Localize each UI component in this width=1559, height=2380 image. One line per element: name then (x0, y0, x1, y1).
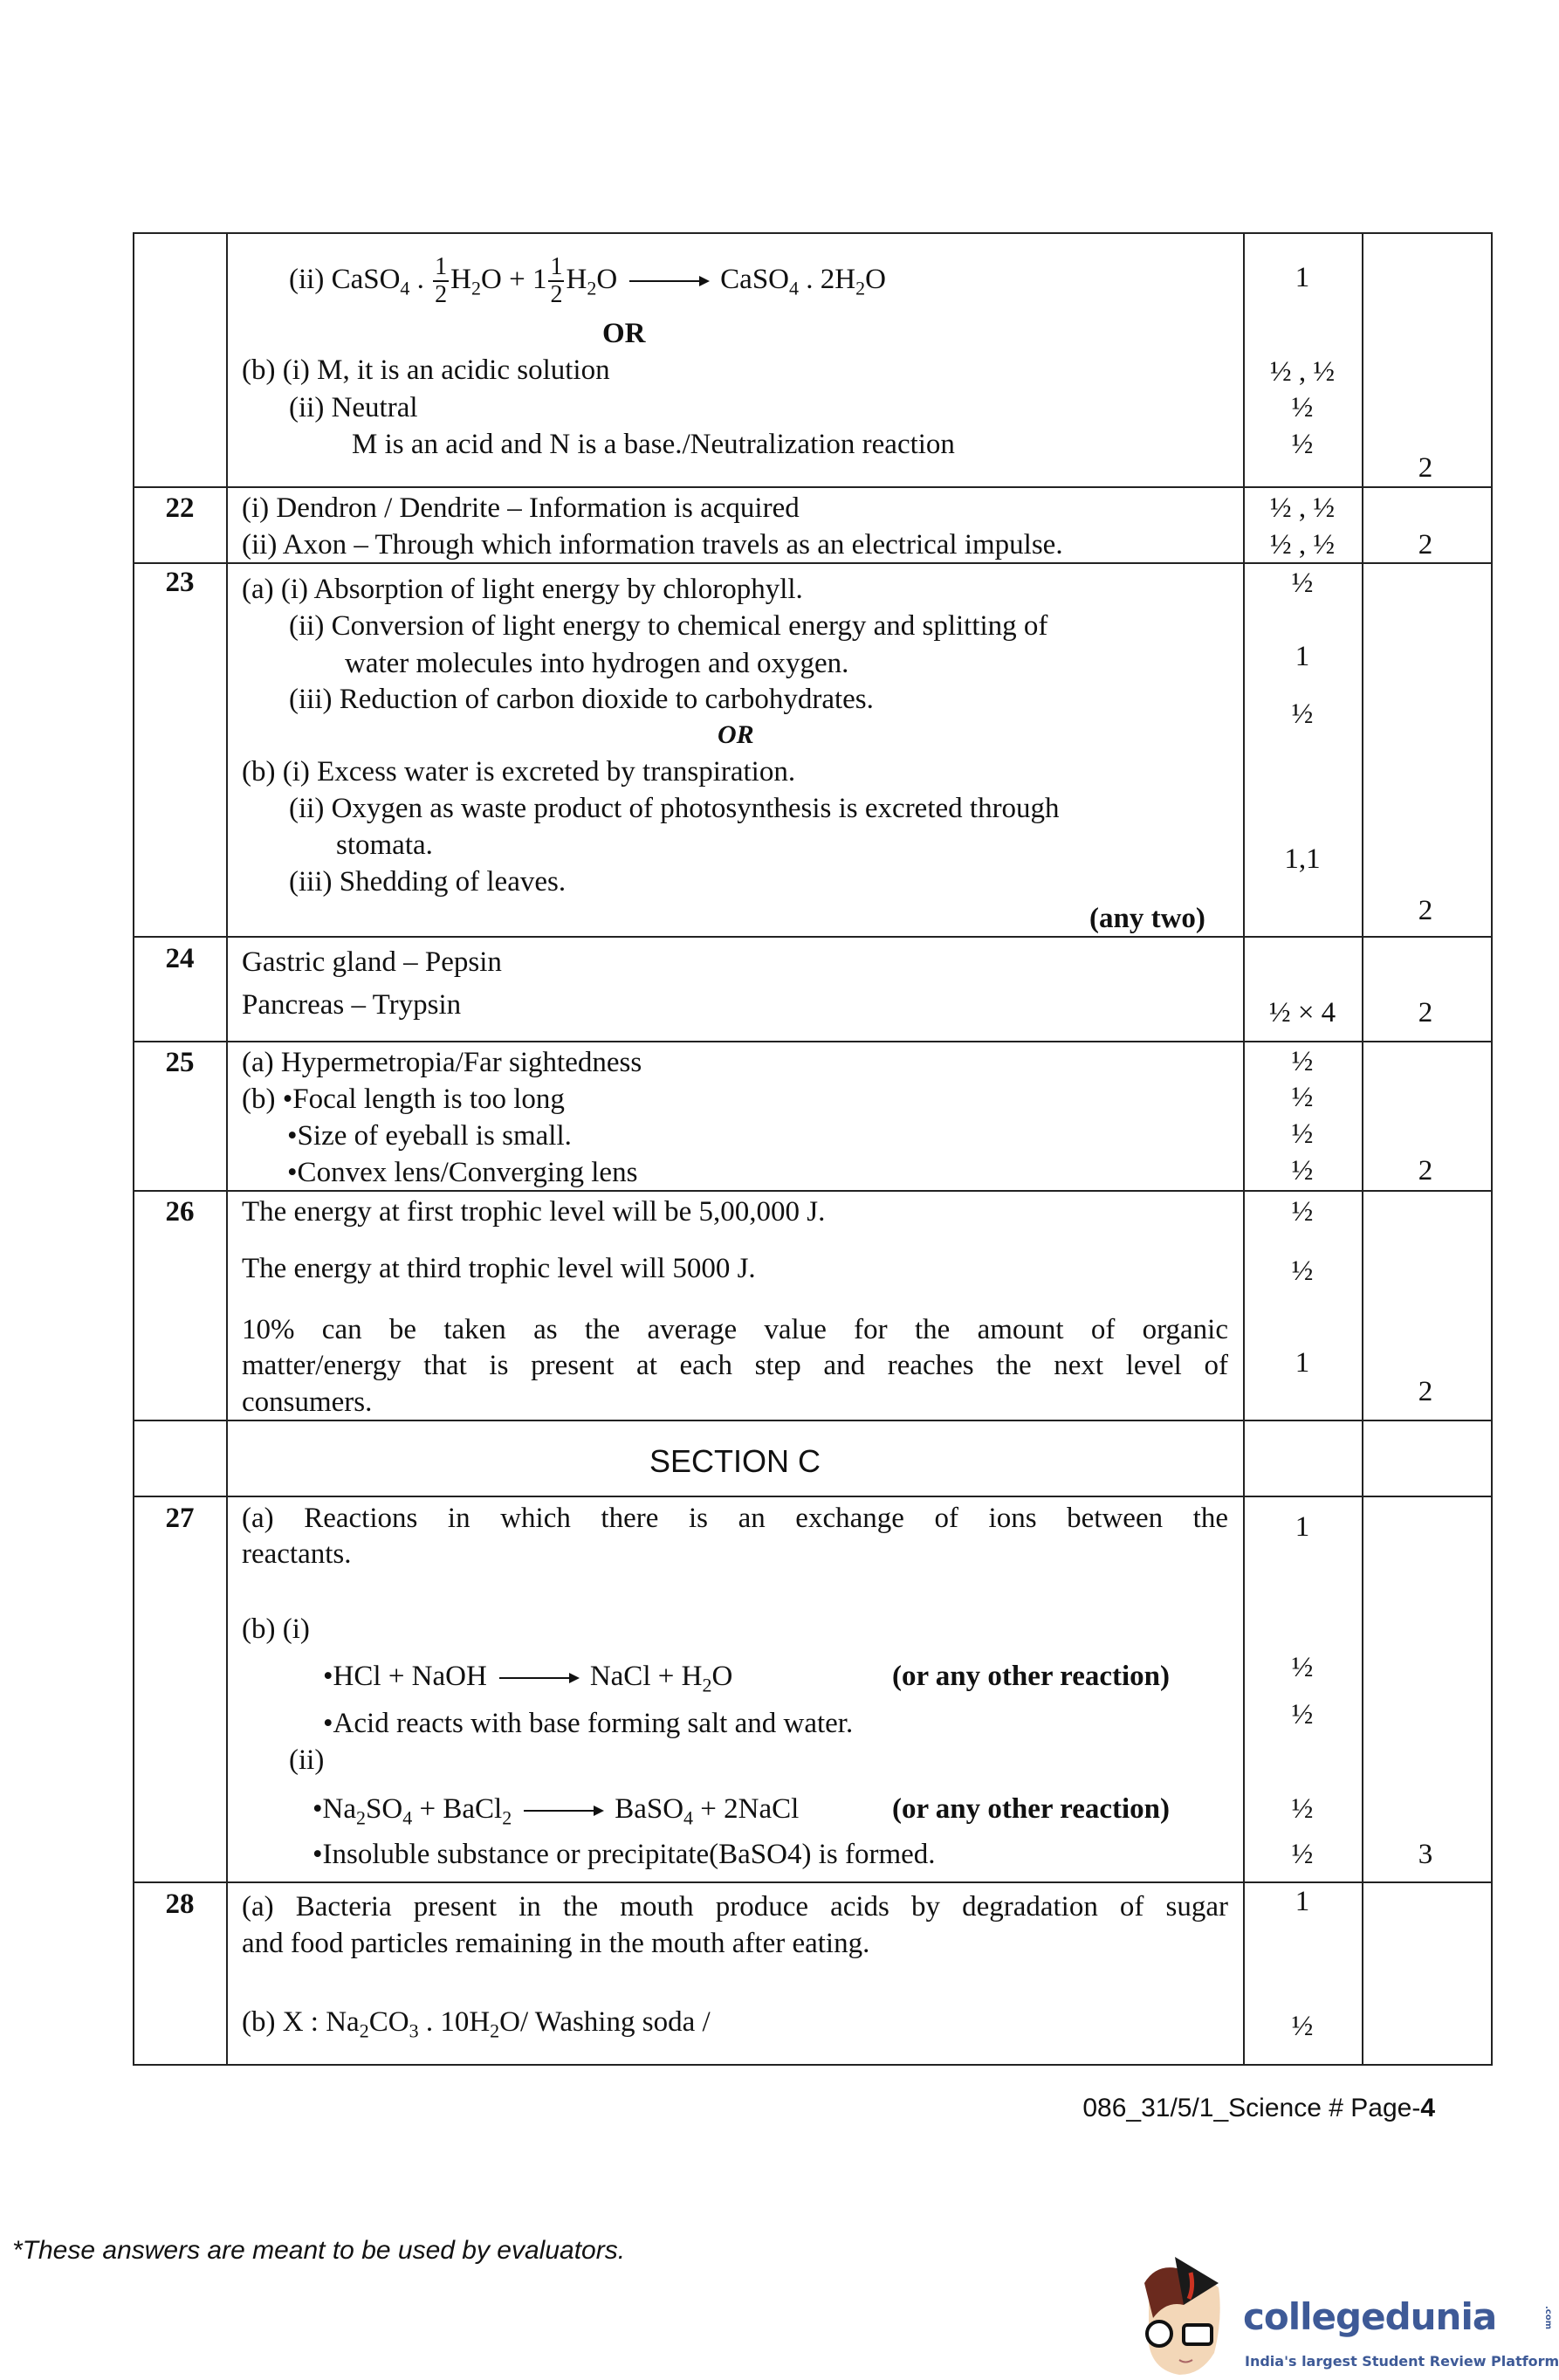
answer-line: stomata. (336, 829, 433, 861)
answer-line: reactants. (242, 1538, 352, 1570)
marks: 1 (1295, 1886, 1310, 1917)
answer-line: The energy at third trophic level will 5000 J. (242, 1253, 756, 1284)
answer-line: M is an acid and N is a base./Neutralization reaction (352, 429, 955, 460)
total-marks: 2 (1418, 529, 1433, 561)
answer-line: Gastric gland – Pepsin (242, 946, 502, 978)
answer-line: (iii) Shedding of leaves. (289, 866, 567, 898)
row-divider (133, 562, 1493, 564)
reaction-arrow-icon (499, 1677, 578, 1679)
page-footer: 086_31/5/1_Science # Page-4 (1082, 2094, 1435, 2122)
reaction-note: (or any other reaction) (892, 1793, 1171, 1825)
marks: ½ , ½ (1269, 356, 1336, 388)
marks: ½ (1291, 698, 1314, 730)
marks: 1 (1295, 262, 1310, 293)
question-number: 24 (165, 943, 195, 974)
question-number: 22 (165, 492, 195, 524)
marks: ½ , ½ (1269, 529, 1336, 561)
total-marks: 2 (1418, 1376, 1433, 1407)
row-divider (133, 1881, 1493, 1883)
marks: ½ (1291, 567, 1314, 599)
marks: ½ , ½ (1269, 492, 1336, 524)
any-two-note: (any two) (1089, 903, 1205, 934)
marks: ½ (1291, 429, 1314, 460)
total-marks: 2 (1418, 452, 1433, 484)
answer-line: (b) (i) M, it is an acidic solution (242, 354, 610, 386)
answer-line: (a) (i) Absorption of light energy by chlorophyll. (242, 574, 803, 605)
marks: 1 (1295, 1511, 1310, 1543)
table-border (133, 232, 1493, 234)
marks: ½ (1291, 1255, 1314, 1287)
answer-line: consumers. (242, 1386, 373, 1418)
marks: ½ (1291, 1839, 1314, 1870)
disclaimer: *These answers are meant to be used by evaluators. (12, 2236, 626, 2265)
column-divider (226, 232, 228, 2066)
row-divider (133, 936, 1493, 938)
collegedunia-logo: collegedunia .com India's largest Student Review Platform (1131, 2257, 1559, 2380)
answer-line: (a) Bacteria present in the mouth produce acids by degradation of sugar (242, 1891, 1228, 1923)
column-divider (1362, 232, 1363, 2066)
marks: 1 (1295, 1347, 1310, 1379)
equation-hcl-naoh: •HCl + NaOH NaCl + $H_2O$ (323, 1661, 733, 1696)
marks: ½ (1291, 392, 1314, 423)
question-number: 28 (165, 1888, 195, 1920)
answer-line: water molecules into hydrogen and oxygen. (345, 648, 849, 679)
marks: ½ (1291, 2011, 1314, 2042)
marks: ½ (1291, 1793, 1314, 1825)
total-marks: 2 (1418, 1155, 1433, 1187)
answer-line: (b) (i) Excess water is excreted by transpiration. (242, 756, 796, 788)
marks: ½ (1291, 1196, 1314, 1228)
or-separator: OR (718, 720, 754, 749)
equation-na2so4-bacl2: $•Na_2SO_4$ + BaCl$_2$ BaSO$_4$ + 2NaCl (312, 1793, 800, 1829)
answer-line: (b) X : $Na_2CO_3$ . $10H_2O/$ Washing soda / (242, 2006, 711, 2042)
answer-line: •Size of eyeball is small. (287, 1120, 572, 1152)
or-separator: OR (602, 318, 646, 349)
row-divider (133, 486, 1493, 488)
table-border (133, 2064, 1493, 2066)
row-divider (133, 1496, 1493, 1497)
row-divider (133, 1190, 1493, 1192)
mascot-icon (1131, 2257, 1245, 2380)
answer-line: (b) (i) (242, 1613, 310, 1645)
answer-line: and food particles remaining in the mouth after eating. (242, 1928, 870, 1959)
total-marks: 3 (1418, 1839, 1433, 1870)
equation-caso4: (ii) CaSO$_4$ . $\frac{1}{2}$ $H_2O + 1$ $\frac{1}{2}$ $H_2O$ CaSO$_4$ . $2H_2O$ (289, 253, 886, 309)
answer-line: (a) Reactions in which there is an exchange of ions between the (242, 1503, 1228, 1534)
marks: 1,1 (1284, 843, 1321, 875)
column-divider (1243, 232, 1245, 2066)
answer-line: (ii) Axon – Through which information travels as an electrical impulse. (242, 529, 1063, 561)
answer-line: (ii) Oxygen as waste product of photosynthesis is excreted through (289, 793, 1060, 824)
total-marks: 2 (1418, 997, 1433, 1028)
answer-line: The energy at first trophic level will be 5,00,000 J. (242, 1196, 826, 1228)
table-border (1491, 232, 1493, 2066)
answer-line: •Acid reacts with base forming salt and water. (323, 1708, 854, 1739)
reaction-arrow-icon (524, 1810, 602, 1812)
question-number: 25 (165, 1047, 195, 1078)
marks: ½ × 4 (1268, 997, 1336, 1028)
row-divider (133, 1041, 1493, 1042)
marks: ½ (1291, 1118, 1314, 1150)
answer-line: Pancreas – Trypsin (242, 989, 462, 1021)
answer-line: (a) Hypermetropia/Far sightedness (242, 1047, 642, 1078)
section-heading: SECTION C (649, 1443, 821, 1479)
row-divider (133, 1420, 1493, 1421)
answer-line: •Insoluble substance or precipitate(BaSO4) is formed. (312, 1839, 936, 1870)
marks: ½ (1291, 1155, 1314, 1187)
answer-line: matter/energy that is present at each step and reaches the next level of (242, 1350, 1228, 1381)
answer-line: (iii) Reduction of carbon dioxide to carbohydrates. (289, 684, 874, 715)
marks: ½ (1291, 1082, 1314, 1113)
marks: ½ (1291, 1046, 1314, 1077)
answer-line: (b) •Focal length is too long (242, 1083, 565, 1115)
marks: 1 (1295, 641, 1310, 672)
question-number: 23 (165, 567, 195, 598)
answer-line: (ii) (289, 1744, 325, 1776)
answer-line: 10% can be taken as the average value for the amount of organic (242, 1314, 1228, 1345)
marks: ½ (1291, 1699, 1314, 1730)
answer-line: (ii) Neutral (289, 392, 418, 423)
reaction-arrow-icon (629, 280, 708, 282)
answer-line: (i) Dendron / Dendrite – Information is acquired (242, 492, 800, 524)
answer-line: •Convex lens/Converging lens (287, 1157, 638, 1188)
question-number: 26 (165, 1196, 195, 1228)
answer-line: (ii) Conversion of light energy to chemical energy and splitting of (289, 610, 1048, 642)
marks: ½ (1291, 1652, 1314, 1683)
question-number: 27 (165, 1503, 195, 1534)
total-marks: 2 (1418, 895, 1433, 926)
reaction-note: (or any other reaction) (892, 1661, 1171, 1692)
table-border (133, 232, 134, 2066)
